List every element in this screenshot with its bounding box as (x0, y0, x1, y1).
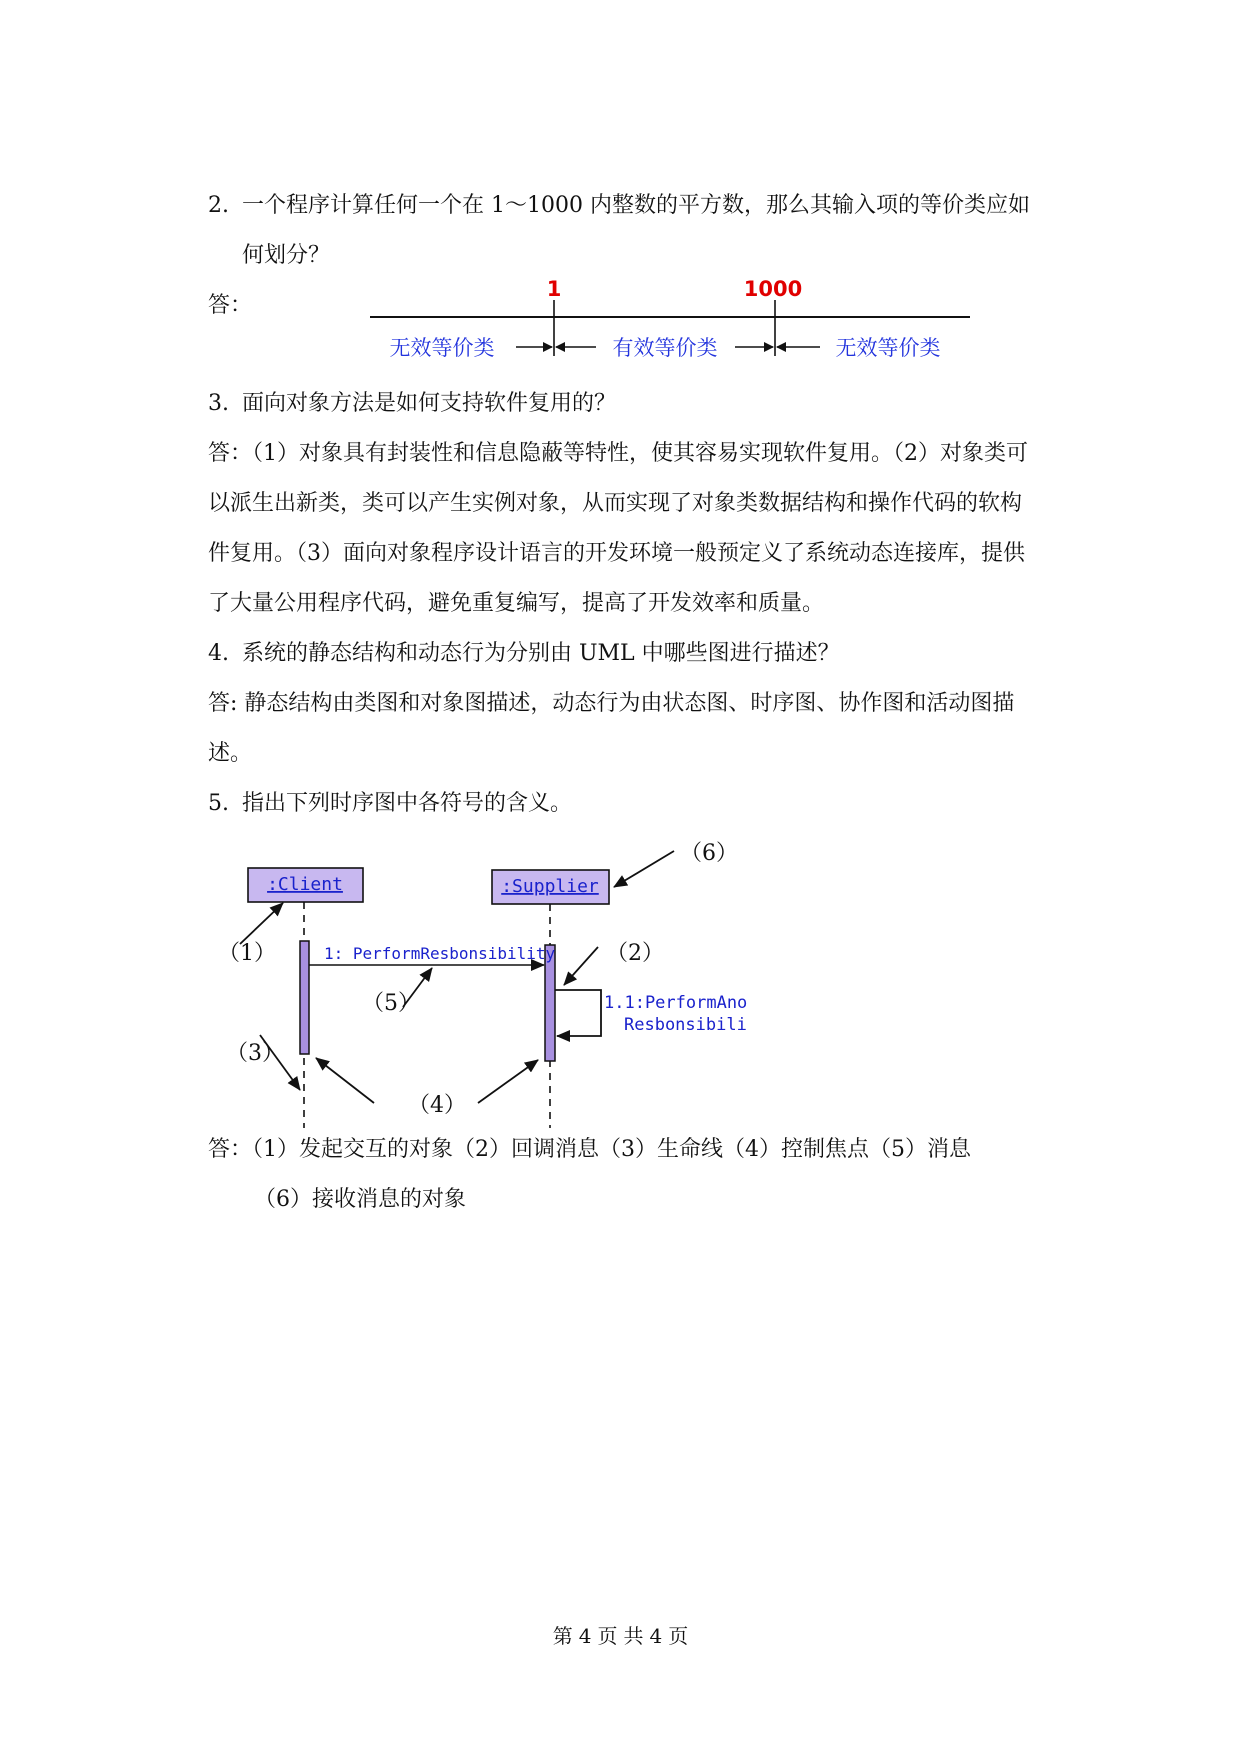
q3-answer-line-1: 答：（1）对象具有封装性和信息隐蔽等特性，使其容易实现软件复用。（2）对象类可 (208, 441, 1028, 466)
q2-number: 2. (208, 193, 229, 218)
footer-gong: 共 (623, 1624, 644, 1648)
client-label: :Client (267, 874, 343, 895)
message2-line2: Resbonsibili (624, 1015, 747, 1035)
page-footer (0, 1623, 1241, 1649)
mark-1000: 1000 (743, 277, 803, 301)
q2-text: 一个程序计算任何一个在 1～1000 内整数的平方数，那么其输入项的等价类应如 (242, 193, 1030, 218)
message1-label: 1: PerformResbonsibility (324, 944, 556, 963)
class-left: 无效等价类 (389, 336, 495, 360)
q3-answer-line-4: 了大量公用程序代码，避免重复编写，提高了开发效率和质量。 (208, 591, 825, 616)
pointer-6 (614, 851, 674, 887)
q3-text: 面向对象方法是如何支持软件复用的？ (242, 391, 617, 416)
label-5: （5） (362, 991, 420, 1016)
message2-line1: 1.1:PerformAno (604, 993, 748, 1013)
q4-number: 4. (208, 641, 229, 666)
client-activation (300, 941, 309, 1054)
q5-answer-line-2: （6）接收消息的对象 (254, 1187, 466, 1212)
class-right: 无效等价类 (835, 336, 941, 360)
label-4: （4） (408, 1093, 466, 1118)
q4-text: 系统的静态结构和动态行为分别由 UML 中哪些图进行描述？ (242, 641, 840, 666)
q2-answer-label: 答： (208, 293, 253, 318)
supplier-label: :Supplier (501, 876, 599, 897)
class-middle: 有效等价类 (612, 336, 718, 360)
q3-answer-line-2: 以派生出新类，类可以产生实例对象，从而实现了对象类数据结构和操作代码的软构 (208, 491, 1023, 516)
footer-ye2: 页 (668, 1624, 689, 1648)
q4-answer-line-2: 述。 (208, 741, 253, 766)
footer-page-number: 4 (578, 1624, 592, 1648)
label-6: （6） (680, 841, 738, 866)
q3-answer-line-3: 件复用。（3）面向对象程序设计语言的开发环境一般预定义了系统动态连接库，提供 (208, 541, 1025, 566)
pointer-4-right (478, 1060, 538, 1103)
self-message-arrow (555, 990, 601, 1036)
footer-total-pages: 4 (649, 1624, 663, 1648)
mark-1: 1 (546, 277, 562, 301)
label-1: （1） (218, 941, 276, 966)
label-2: （2） (606, 941, 664, 966)
q5-answer-line-1: 答：（1）发起交互的对象（2）回调消息（3）生命线（4）控制焦点（5）消息 (208, 1137, 971, 1162)
client-object (248, 868, 363, 902)
q2-line2: 何划分？ (242, 243, 331, 268)
footer-di: 第 (552, 1624, 573, 1648)
q5-number: 5. (208, 791, 229, 816)
pointer-4-left (316, 1058, 374, 1103)
q3-number: 3. (208, 391, 229, 416)
pointer-2 (564, 947, 598, 985)
q4-answer-line-1: 答: 静态结构由类图和对象图描述，动态行为由状态图、时序图、协作图和活动图描 (208, 691, 1015, 716)
supplier-object (492, 870, 609, 904)
label-3: （3） (226, 1041, 284, 1066)
footer-ye: 页 (597, 1624, 618, 1648)
pointer-1 (240, 903, 283, 944)
q5-text: 指出下列时序图中各符号的含义。 (242, 791, 573, 816)
